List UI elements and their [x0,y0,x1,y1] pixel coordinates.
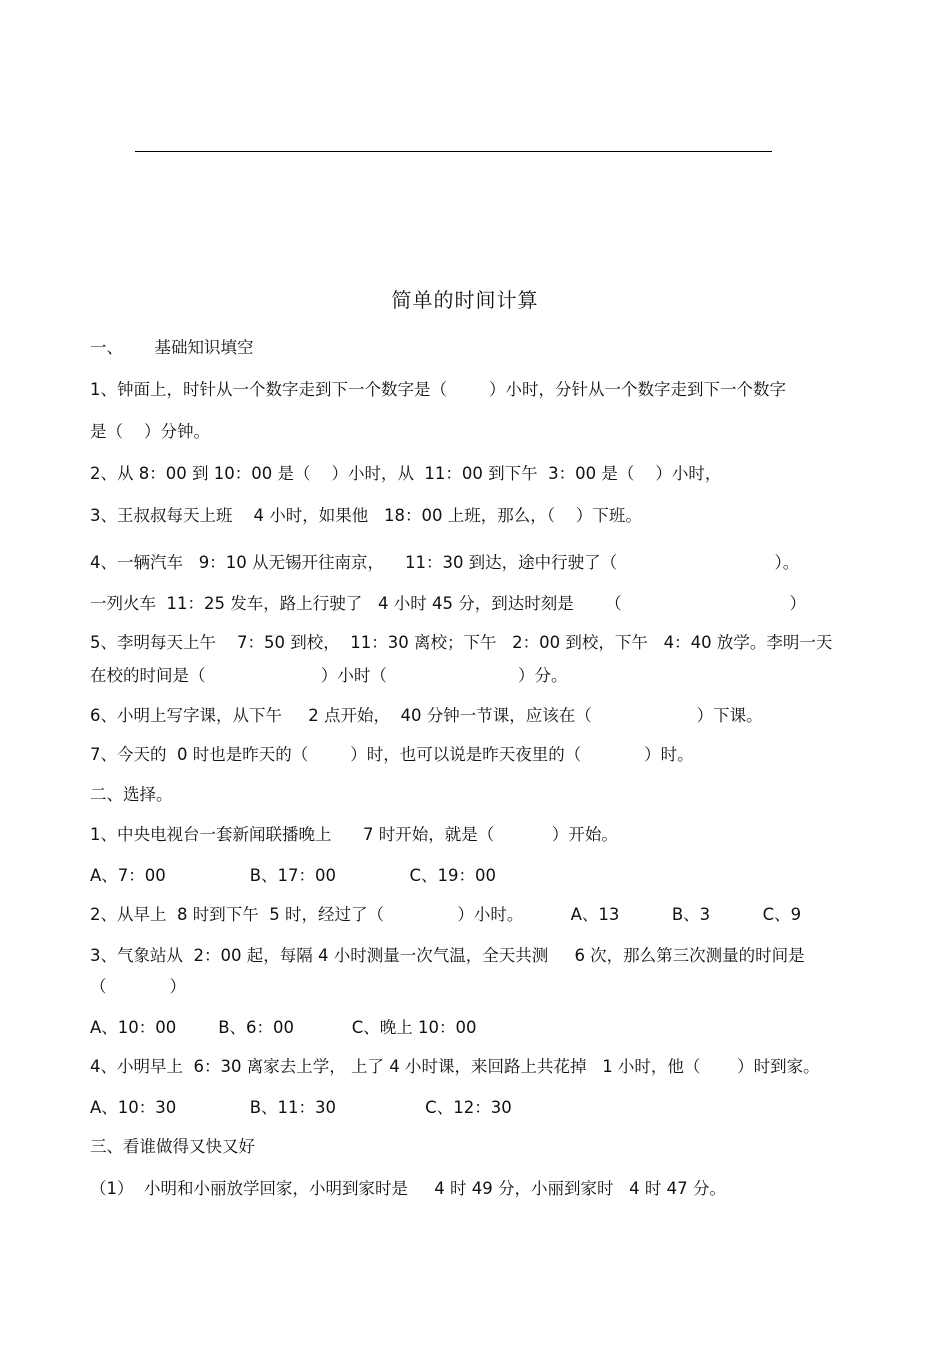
question-3-1: （1） 小明和小丽放学回家，小明到家时是 4 时 49 分，小丽到家时 4 时 47 分。 [90,1179,726,1198]
question-1-2: 2、从 8：00 到 10：00 是（ ）小时，从 11：00 到下午 3：00 是（ ）小时， [90,464,722,483]
question-2-4-options: A、10：30 B、11：30 C、12：30 [90,1098,512,1117]
question-2-3-options: A、10：00 B、6：00 C、晚上 10：00 [90,1018,477,1037]
question-1-3: 3、王叔叔每天上班 4 小时，如果他 18：00 上班，那么，（ ）下班。 [90,506,642,525]
question-1-7: 7、今天的 0 时也是昨天的（ ）时，也可以说是昨天夜里的（ ）时。 [90,745,694,764]
question-2-4: 4、小明早上 6：30 离家去上学， 上了 4 小时课，来回路上共花掉 1 小时，他（ ）时到家。 [90,1057,820,1076]
question-2-3: 3、气象站从 2：00 起，每隔 4 小时测量一次气温，全天共测 6 次，那么第三次测量的时间是 [90,946,805,965]
header-rule [135,151,772,152]
question-1-4: 4、一辆汽车 9：10 从无锡开往南京， 11：30 到达，途中行驶了（ ）。 [90,553,800,572]
question-1-4-cont: 一列火车 11：25 发车，路上行驶了 4 小时 45 分，到达时刻是 （ ） [90,594,806,613]
question-1-5: 5、李明每天上午 7：50 到校， 11：30 离校；下午 2：00 到校，下午 4：40 放学。李明一天 [90,633,833,652]
section-heading-2: 二、选择。 [90,785,173,804]
section-heading-3: 三、看谁做得又快又好 [90,1137,255,1156]
question-1-5-cont: 在校的时间是（ ）小时（ ）分。 [90,666,568,685]
question-2-3-cont: （ ） [90,977,186,996]
question-2-1-options: A、7：00 B、17：00 C、19：00 [90,866,496,885]
question-1-6: 6、小明上写字课，从下午 2 点开始， 40 分钟一节课，应该在（ ）下课。 [90,706,763,725]
section-heading-1: 一、 基础知识填空 [90,338,254,357]
question-2-2: 2、从早上 8 时到下午 5 时，经过了（ ）小时。 A、13 B、3 C、9 [90,905,802,924]
page-title: 简单的时间计算 [391,288,539,312]
question-2-1: 1、中央电视台一套新闻联播晚上 7 时开始，就是（ ）开始。 [90,825,618,844]
question-1-1-cont: 是（ ）分钟。 [90,422,210,441]
question-1-1: 1、钟面上，时针从一个数字走到下一个数字是（ ）小时，分针从一个数字走到下一个数字 [90,380,786,399]
